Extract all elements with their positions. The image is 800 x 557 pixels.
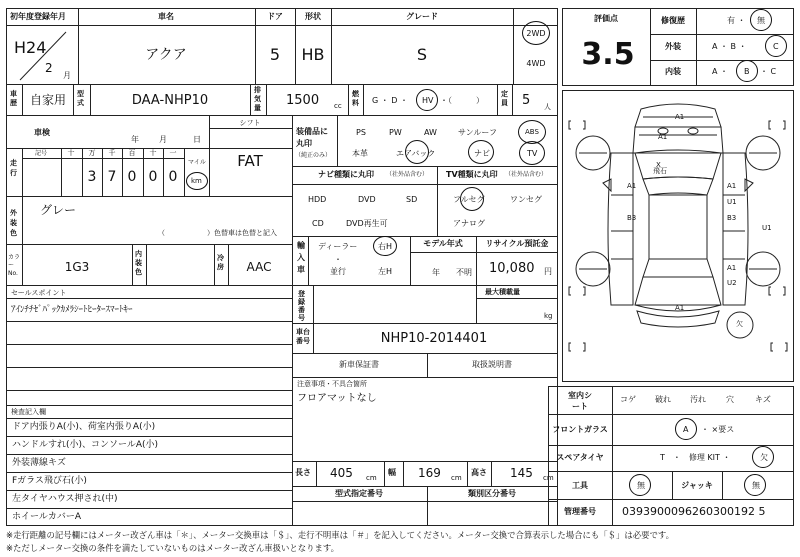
km-label: km — [191, 177, 202, 185]
width-label: 幅 — [388, 468, 396, 477]
import-dealer: ディーラー — [318, 242, 358, 251]
equip-airbag: エアバック — [396, 149, 436, 158]
fuel-label: 燃料 — [352, 90, 359, 107]
digit-header-2: 千 — [108, 149, 116, 157]
equip-tv-circle — [519, 141, 545, 165]
chassis-value: NHP10-2014401 — [380, 331, 488, 346]
grade-label: グレード — [406, 12, 438, 21]
score-value: 3.5 — [581, 37, 635, 72]
footer-note-1: ※走行距離の記号欄にはメーター改ざん車は「＊」、メーター交換車は「＄」、走行不明車は「＃」を記入してください。メーター交換で合算表示した場合にも「＄」は必要です。 — [6, 530, 674, 540]
mark-right-u2: U2 — [727, 279, 737, 287]
fuel-options: G ・ D ・ — [372, 96, 408, 105]
tv-oneseg: ワンセグ — [510, 195, 542, 204]
kigo-label: 記号 — [34, 150, 48, 157]
equip-pw: PW — [389, 128, 402, 137]
navi-sd: SD — [406, 195, 418, 204]
tv-header: TV種類に丸印 — [446, 170, 498, 179]
height-label: 高さ — [471, 468, 487, 477]
equipment-sub-label: （純正のみ） — [295, 152, 332, 159]
color-no-label: カラーNo. — [8, 254, 21, 277]
car-name-label: 車名 — [158, 12, 174, 21]
type-designation-label: 型式指定番号 — [335, 489, 383, 498]
sales-point-label: セールスポイント — [11, 289, 67, 297]
inspector-notes-label: 検査記入欄 — [11, 408, 46, 416]
mileage-label: 走行 — [10, 159, 17, 177]
equip-aw: AW — [424, 128, 437, 137]
spare-tire-circle — [752, 446, 774, 468]
km-circle — [186, 172, 208, 190]
exterior-opts: A ・ B ・ — [712, 42, 747, 51]
exterior-label: 外装 — [665, 42, 681, 51]
digit-header-1: 万 — [88, 149, 96, 157]
width-cm: cm — [451, 474, 462, 482]
equip-abs: ABS — [525, 128, 539, 136]
footer-note-2: ※ただしメーター交換の条件を満たしていないものはメーター改ざん車扱いとなります。 — [6, 543, 339, 553]
manual: 取扱説明書 — [472, 360, 512, 369]
cc-unit: cc — [334, 102, 342, 110]
model-year-label: モデル年式 — [423, 239, 463, 248]
digit-header-3: 百 — [128, 149, 136, 157]
shaken-month-unit: 月 — [159, 135, 167, 144]
category-value: 自家用 — [30, 93, 67, 107]
tv-header-sub: （社外品含む） — [505, 171, 548, 178]
mark-right-u1b: U1 — [762, 224, 772, 232]
front-glass-label: フロントガラス — [552, 425, 608, 434]
shape-label: 形状 — [305, 12, 321, 21]
grade-value: S — [416, 45, 428, 64]
yen-unit: 円 — [544, 267, 552, 276]
tv-fullseg: フルセグ — [453, 195, 485, 204]
mark-left-a1: A1 — [627, 182, 637, 190]
right-h-circle — [373, 236, 397, 256]
model-value: DAA-NHP10 — [131, 93, 209, 108]
import-label: 輸入車 — [297, 241, 305, 274]
exterior-selected: C — [773, 42, 779, 51]
recycle-label: リサイクル預託金 — [485, 239, 549, 248]
ac-label: 冷房 — [217, 254, 224, 271]
management-number: 0393900096260300192 5 — [622, 505, 766, 518]
tv-fullseg-circle — [460, 187, 484, 211]
shaken-label: 車検 — [34, 128, 50, 137]
mark-right-u1: U1 — [727, 198, 737, 206]
mileage-digit-3: 0 — [127, 169, 137, 185]
notes-label: 注意事項・不具合箇所 — [297, 380, 367, 388]
front-glass-selected: A — [683, 425, 689, 434]
mark-right-a1b: A1 — [727, 264, 737, 272]
score-label: 評価点 — [594, 14, 618, 23]
inspector-note-line: 左タイヤハウス押され(中) — [12, 494, 118, 504]
chassis-label: 車台番号 — [296, 328, 310, 345]
tv-analog: アナログ — [453, 219, 485, 228]
front-glass-rest: ・ ×要ス — [701, 425, 735, 434]
management-label: 管理番号 — [564, 507, 596, 516]
jack-label: ジャッキ — [681, 481, 713, 490]
import-left-h: 左H — [378, 267, 393, 276]
first-reg-year: H24 — [14, 38, 47, 57]
width-value: 169 — [418, 466, 441, 480]
door-value: 5 — [269, 45, 281, 64]
interior-color-label: 内装色 — [135, 250, 142, 276]
spare-tire-options: T ・ 修理 KIT ・ — [660, 453, 731, 462]
mark-top-a1-2: A1 — [658, 133, 668, 141]
digit-header-0: 十 — [67, 149, 75, 157]
tools-label: 工具 — [572, 481, 588, 490]
drive-2wd: 2WD — [526, 29, 546, 38]
navi-dvd-play: DVD再生可 — [346, 219, 388, 228]
category-label: 車歴 — [10, 90, 17, 107]
height-cm: cm — [543, 474, 554, 482]
mileage-digit-2: 7 — [107, 169, 117, 185]
max-load-label: 最大積載量 — [485, 288, 520, 296]
inspector-note-line: ハンドルすれ(小)、コンソールA(小) — [12, 440, 159, 450]
mark-left-b3: B3 — [627, 214, 637, 222]
mark-ketsu: 欠 — [736, 320, 743, 328]
seat-opt-dirt: 汚れ — [690, 395, 706, 404]
fuel-selected-circle — [416, 89, 438, 111]
car-diagram — [563, 91, 793, 381]
repair-opts: 有 ・ — [727, 16, 746, 25]
length-cm: cm — [366, 474, 377, 482]
shaken-year-unit: 年 — [131, 135, 139, 144]
displacement-value: 1500 — [286, 93, 320, 108]
mileage-digit-5: 0 — [168, 169, 178, 185]
height-value: 145 — [510, 466, 533, 480]
mark-hood-x: X — [656, 161, 661, 169]
navi-header-sub: （社外品含む） — [386, 171, 429, 178]
seat-label: 室内シート — [568, 391, 592, 411]
repair-circle — [750, 9, 772, 31]
shape-value: HB — [301, 45, 325, 64]
ac-value: AAC — [246, 260, 272, 274]
mark-right-a1: A1 — [727, 182, 737, 190]
mileage-digit-4: 0 — [148, 169, 158, 185]
mileage-digit-1: 3 — [87, 169, 97, 185]
mark-windshield: 飛石 — [653, 167, 667, 175]
interior-label: 内装 — [665, 67, 681, 76]
jack-value: 無 — [752, 481, 760, 490]
car-name: アクア — [145, 47, 187, 63]
navi-header: ナビ種類に丸印 — [318, 170, 374, 179]
tools-value: 無 — [637, 481, 645, 490]
mark-right-b3: B3 — [727, 214, 737, 222]
navi-dvd: DVD — [358, 195, 376, 204]
inspector-note-line: 外装薄線キズ — [12, 458, 66, 468]
recycle-value: 10,080 — [489, 261, 535, 276]
length-label: 長さ — [295, 468, 311, 477]
repair-selected: 無 — [757, 16, 765, 25]
capacity-unit: 人 — [544, 103, 551, 111]
equip-navi: ナビ — [474, 149, 490, 158]
equip-tv: TV — [527, 149, 538, 158]
interior-opt-c: ・ C — [760, 67, 777, 76]
model-year-unit: 年 — [432, 268, 440, 277]
new-warranty: 新車保証書 — [339, 360, 379, 369]
notes-text: フロアマットなし — [297, 393, 377, 404]
seat-opt-tear: 破れ — [655, 395, 671, 404]
spare-tire-selected: 欠 — [760, 453, 768, 462]
repaint-note: （ ）色替車は色替と記入 — [158, 229, 277, 237]
seat-opt-burn: コゲ — [620, 395, 636, 404]
equip-airbag-circle — [405, 140, 429, 164]
length-value: 405 — [330, 466, 353, 480]
kg-unit: kg — [544, 312, 553, 320]
equip-leather: 本革 — [352, 149, 368, 158]
mark-rear-a1: A1 — [675, 304, 685, 312]
category-no-label: 類別区分番号 — [468, 489, 516, 498]
inspector-note-line: ドア内張りA(小)、荷室内張りA(小) — [12, 422, 156, 432]
first-reg-month: 2 — [45, 61, 53, 75]
capacity-label: 定員 — [501, 90, 508, 107]
interior-opt-a: A ・ — [712, 67, 729, 76]
registration-label: 登録番号 — [298, 290, 305, 322]
interior-selected: B — [744, 67, 750, 76]
equip-ps: PS — [356, 128, 366, 137]
tools-circle — [629, 474, 651, 496]
shift-value: FAT — [237, 152, 263, 170]
import-parallel: 並行 — [330, 267, 346, 276]
digit-header-5: 一 — [169, 149, 177, 157]
shaken-day-unit: 日 — [193, 135, 201, 144]
color-label: 外装色 — [10, 209, 17, 237]
digit-header-4: 十 — [149, 149, 157, 157]
model-year-unknown: 不明 — [456, 268, 472, 277]
inspector-note-line: ホイールカバーA — [12, 512, 81, 522]
color-value: グレー — [40, 203, 77, 217]
displacement-label: 排気量 — [254, 86, 261, 112]
equipment-label: 装備品に丸印 — [296, 127, 328, 148]
spare-tire-label: スペアタイヤ — [556, 453, 604, 462]
inspector-note-line: Fガラス飛び石(小) — [12, 476, 87, 486]
fuel-selected: HV — [422, 96, 434, 105]
drive-4wd: 4WD — [526, 59, 546, 68]
fuel-paren: ・（ ） — [440, 96, 484, 105]
jack-circle — [744, 474, 766, 496]
color-no-value: 1G3 — [64, 260, 90, 274]
import-right-h: 右H — [378, 242, 393, 251]
month-unit: 月 — [63, 71, 71, 80]
import-dot: ・ — [334, 255, 342, 264]
seat-opt-scratch: キズ — [755, 395, 771, 404]
mile-label: マイル — [188, 159, 206, 166]
interior-circle — [736, 60, 758, 82]
navi-hdd: HDD — [308, 195, 327, 204]
equip-navi-circle — [468, 140, 494, 164]
capacity-value: 5 — [522, 93, 531, 108]
exterior-circle — [765, 35, 787, 57]
sales-point-text: ｱｲﾝﾁﾁｾﾞﾊﾟｯｸｶﾒﾗｼｰﾄﾋｰﾀｰｽﾏｰﾄｷｰ — [11, 305, 133, 315]
equip-sunroof: サンルーフ — [458, 128, 497, 137]
drive-2wd-circle — [522, 21, 550, 45]
navi-cd: CD — [312, 219, 324, 228]
front-glass-circle — [675, 418, 697, 440]
seat-opt-hole: 穴 — [726, 395, 734, 404]
shift-label: シフト — [239, 119, 261, 127]
mark-top-a1-1: A1 — [675, 113, 685, 121]
first-reg-label: 初年度登録年月 — [10, 12, 66, 21]
model-label: 型式 — [77, 90, 84, 107]
door-label: ドア — [267, 12, 283, 21]
repair-label: 修復歴 — [661, 16, 685, 25]
